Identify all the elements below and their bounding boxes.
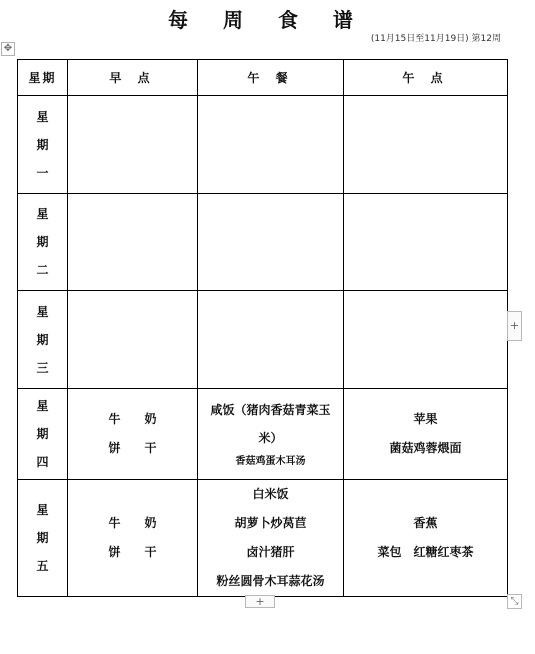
day-label-char: 期 xyxy=(36,531,49,545)
plus-icon: + xyxy=(255,595,265,608)
menu-item: 白米饭 xyxy=(252,487,289,501)
day-label-char: 期 xyxy=(36,137,49,152)
date-range-subtitle: (11月15日至11月19日) 第12周 xyxy=(370,34,501,44)
day-label-char: 星 xyxy=(36,503,49,517)
table-row xyxy=(18,480,508,597)
add-row-button[interactable] xyxy=(245,595,275,608)
lunch-cell[interactable] xyxy=(198,389,344,480)
add-column-button[interactable] xyxy=(507,311,522,341)
menu-item: 菜包 红糖红枣茶 xyxy=(377,545,474,559)
day-label-cell[interactable] xyxy=(18,96,68,194)
menu-item: 卤汁猪肝 xyxy=(246,545,295,559)
weekly-menu-table xyxy=(17,59,508,597)
header-afternoon-snack: 午 点 xyxy=(344,60,508,96)
lunch-cell[interactable] xyxy=(198,194,344,291)
table-row xyxy=(18,194,508,291)
day-label-char: 星 xyxy=(36,304,49,319)
menu-item: 咸饭（猪肉香菇青菜玉米） xyxy=(210,403,331,445)
day-label-char: 期 xyxy=(36,332,49,347)
menu-item: 胡萝卜炒莴苣 xyxy=(234,516,307,530)
day-label-char: 三 xyxy=(36,360,49,375)
day-label-cell[interactable] xyxy=(18,480,68,597)
day-label-char: 星 xyxy=(36,109,49,124)
resize-icon: ⤡ xyxy=(510,596,519,607)
day-label-cell[interactable] xyxy=(18,194,68,291)
menu-item: 香菇鸡蛋木耳汤 xyxy=(235,456,306,467)
snack-cell[interactable] xyxy=(344,96,508,194)
breakfast-cell[interactable] xyxy=(68,480,198,597)
snack-cell[interactable] xyxy=(344,480,508,597)
day-label-char: 期 xyxy=(36,427,49,441)
table-row xyxy=(18,96,508,194)
table-resize-handle[interactable] xyxy=(507,594,522,609)
day-label-cell[interactable] xyxy=(18,291,68,389)
day-label-cell[interactable] xyxy=(18,389,68,480)
snack-cell[interactable] xyxy=(344,194,508,291)
header-breakfast: 早 点 xyxy=(68,60,198,96)
lunch-cell[interactable] xyxy=(198,480,344,597)
menu-item: 饼 干 xyxy=(108,441,157,455)
menu-item: 粉丝圆骨木耳蒜花汤 xyxy=(216,574,325,588)
table-row xyxy=(18,389,508,480)
breakfast-cell[interactable] xyxy=(68,291,198,389)
menu-item: 苹果 xyxy=(413,412,438,426)
plus-icon: + xyxy=(509,319,520,332)
menu-item: 菌菇鸡蓉煨面 xyxy=(389,441,462,455)
table-move-handle[interactable] xyxy=(1,42,15,56)
page-title: 每 周 食 谱 xyxy=(168,8,367,32)
breakfast-cell[interactable] xyxy=(68,96,198,194)
day-label-char: 四 xyxy=(36,455,49,469)
menu-item: 香蕉 xyxy=(413,516,438,530)
menu-item: 牛 奶 xyxy=(108,412,157,426)
menu-item: 饼 干 xyxy=(108,545,157,559)
header-weekday: 星期 xyxy=(18,60,68,96)
day-label-char: 星 xyxy=(36,399,49,413)
table-row xyxy=(18,291,508,389)
day-label-char: 二 xyxy=(36,263,49,277)
snack-cell[interactable] xyxy=(344,291,508,389)
header-row xyxy=(18,60,508,96)
lunch-cell[interactable] xyxy=(198,96,344,194)
breakfast-cell[interactable] xyxy=(68,194,198,291)
lunch-cell[interactable] xyxy=(198,291,344,389)
day-label-char: 一 xyxy=(36,165,49,180)
day-label-char: 星 xyxy=(36,207,49,221)
snack-cell[interactable] xyxy=(344,389,508,480)
breakfast-cell[interactable] xyxy=(68,389,198,480)
header-lunch: 午 餐 xyxy=(198,60,344,96)
menu-item: 牛 奶 xyxy=(108,516,157,530)
move-icon: ✥ xyxy=(3,43,13,54)
day-label-char: 期 xyxy=(36,235,49,249)
day-label-char: 五 xyxy=(36,559,49,573)
